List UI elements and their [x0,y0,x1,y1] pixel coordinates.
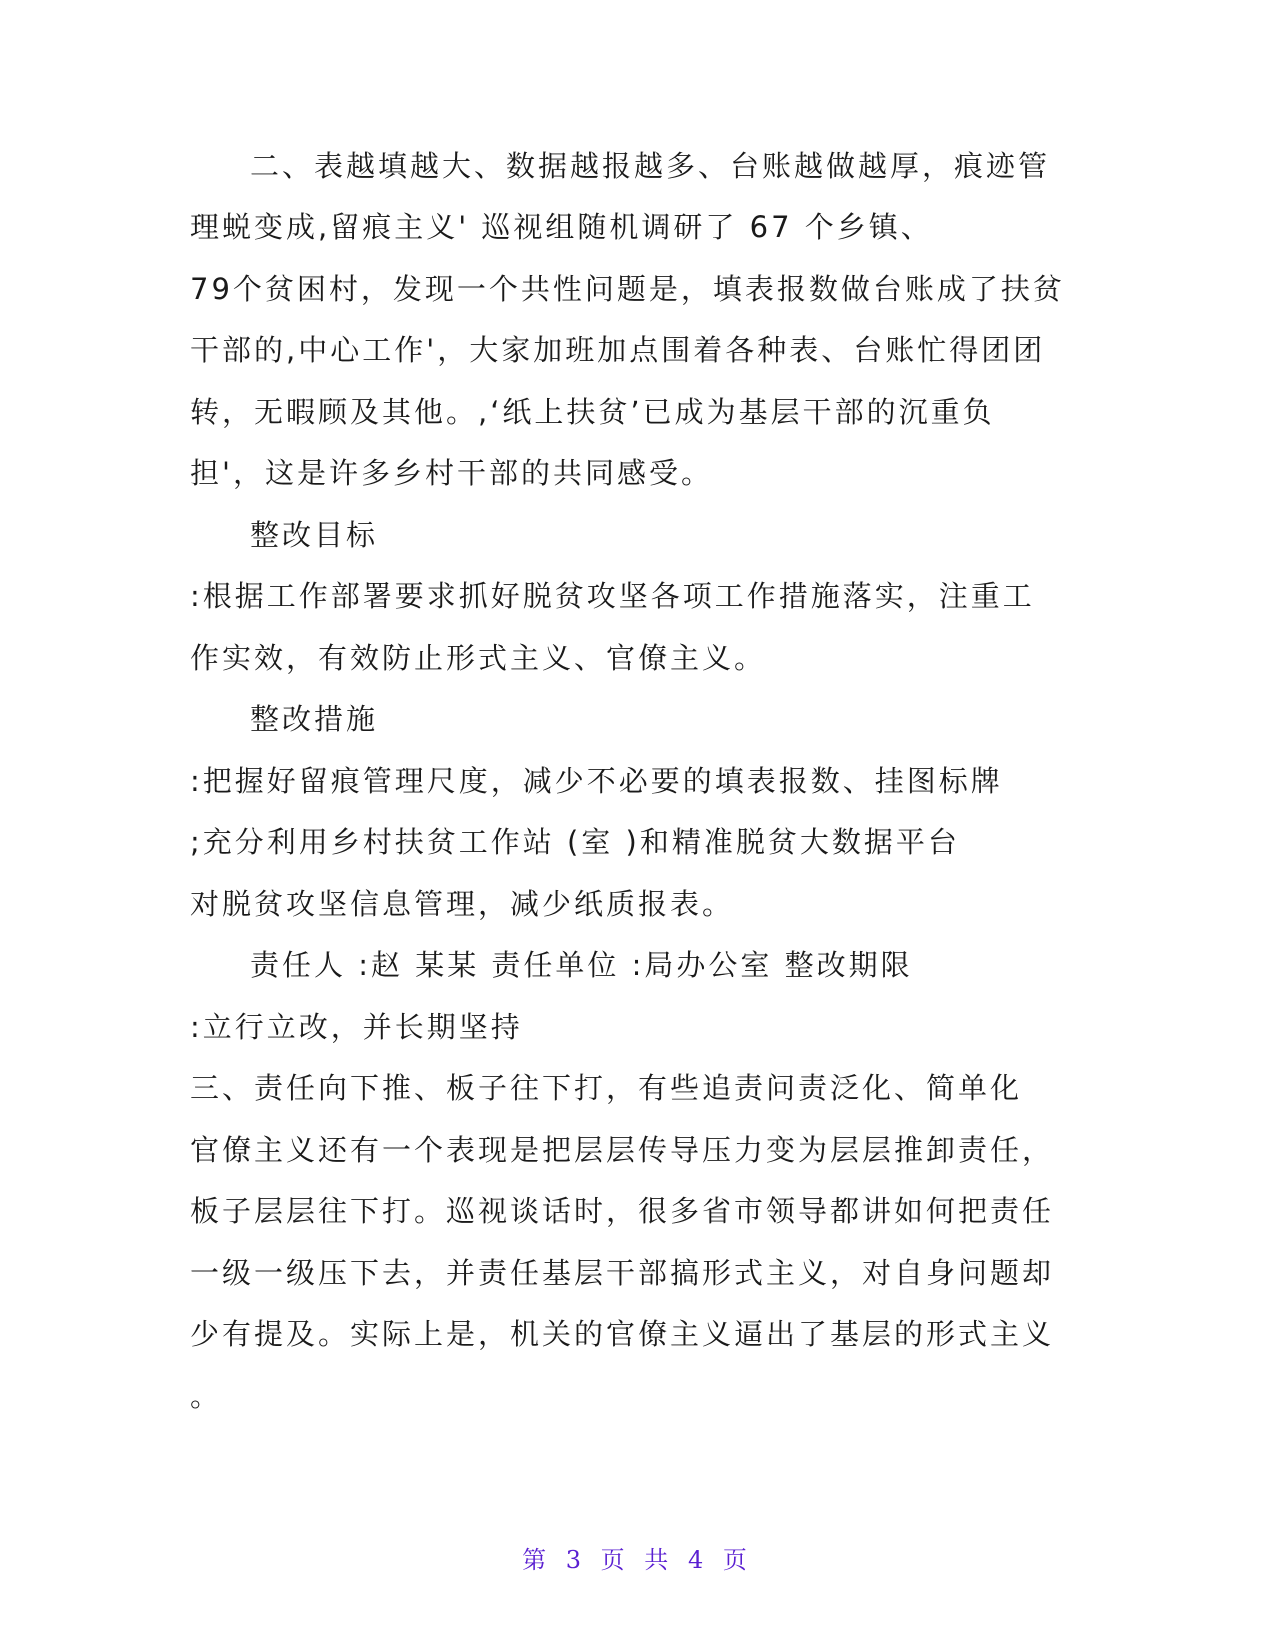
paragraph-line: 少有提及。实际上是，机关的官僚主义逼出了基层的形式主义 [190,1317,1055,1351]
paragraph-line: 二、表越填越大、数据越报越多、台账越做越厚，痕迹管 [250,149,1051,183]
section-heading-three: 三、责任向下推、板子往下打，有些追责问责泛化、简单化 [190,1071,1023,1105]
paragraph-line: 79个贫困村，发现一个共性问题是，填表报数做台账成了扶贫 [190,272,1065,306]
paragraph-line: 作实效，有效防止形式主义、官僚主义。 [190,641,767,675]
paragraph-line: 转，无暇顾及其他。,‘纸上扶贫’已成为基层干部的沉重负 [190,395,995,429]
page-footer: 第 3 页 共 4 页 [522,1546,753,1574]
paragraph-line: 担'，这是许多乡村干部的共同感受。 [190,456,713,490]
paragraph-line: 理蜕变成,留痕主义' 巡视组随机调研了 67 个乡镇、 [190,210,933,244]
paragraph-line: 一级一级压下去，并责任基层干部搞形式主义，对自身问题却 [190,1256,1055,1290]
paragraph-line: ;充分利用乡村扶贫工作站 (室 )和精准脱贫大数据平台 [190,825,960,859]
section-heading-measures: 整改措施 [250,702,379,736]
paragraph-line: 板子层层往下打。巡视谈话时，很多省市领导都讲如何把责任 [190,1194,1055,1228]
paragraph-line: 。 [190,1379,223,1413]
responsibility-line: 责任人 :赵 某某 责任单位 :局办公室 整改期限 [250,948,913,982]
paragraph-line: 对脱贫攻坚信息管理，减少纸质报表。 [190,887,735,921]
paragraph-line: :根据工作部署要求抓好脱贫攻坚各项工作措施落实，注重工 [190,579,1035,613]
paragraph-line: :立行立改，并长期坚持 [190,1010,523,1044]
section-heading-goal: 整改目标 [250,518,379,552]
paragraph-line: 官僚主义还有一个表现是把层层传导压力变为层层推卸责任， [190,1133,1055,1167]
paragraph-line: :把握好留痕管理尺度，减少不必要的填表报数、挂图标牌 [190,764,1003,798]
paragraph-line: 干部的,中心工作'，大家加班加点围着各种表、台账忙得团团 [190,333,1046,367]
